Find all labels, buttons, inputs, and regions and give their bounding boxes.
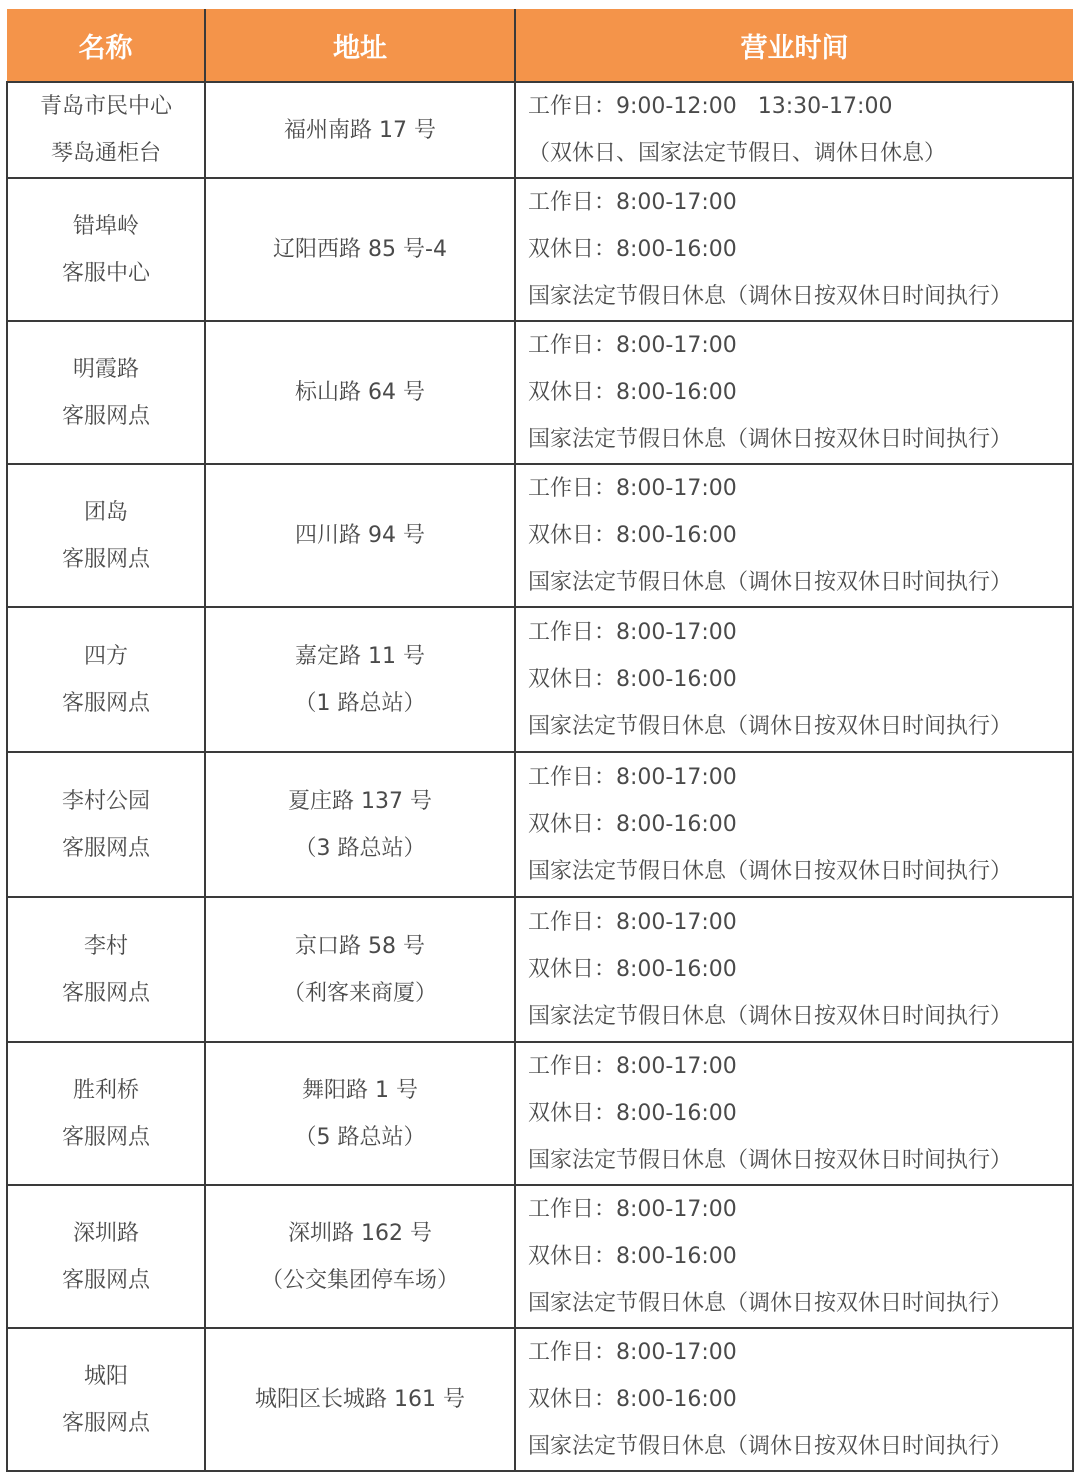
name-cell xyxy=(7,752,205,897)
hours-cell xyxy=(515,464,1073,607)
hours-line: 国家法定节假日休息（调休日按双休日时间执行） xyxy=(528,284,1013,309)
name-line: 胜利桥 xyxy=(72,1077,139,1103)
address-cell xyxy=(205,1042,515,1185)
column-header-hours: 营业时间 xyxy=(515,9,1073,82)
name-cell xyxy=(7,1328,205,1471)
name-line: 四方 xyxy=(83,643,128,669)
address-line: （公交集团停车场） xyxy=(260,1267,459,1293)
hours-line: 工作日：9:00-12:00 13:30-17:00 xyxy=(528,94,893,119)
address-line: 标山路 64 号 xyxy=(295,380,425,405)
name-line: 客服网点 xyxy=(61,835,150,861)
hours-line: 双休日：8:00-16:00 xyxy=(528,1387,737,1412)
address-line: 京口路 58 号 xyxy=(295,933,425,959)
name-cell xyxy=(7,607,205,752)
name-cell xyxy=(7,82,205,178)
hours-line: 工作日：8:00-17:00 xyxy=(528,910,737,935)
name-line: 团岛 xyxy=(83,499,128,525)
address-cell xyxy=(205,897,515,1042)
hours-cell xyxy=(515,1328,1073,1471)
name-line: 客服网点 xyxy=(61,1267,150,1293)
hours-line: 国家法定节假日休息（调休日按双休日时间执行） xyxy=(528,570,1013,595)
address-cell xyxy=(205,1328,515,1471)
name-line: 深圳路 xyxy=(72,1220,139,1246)
hours-line: 工作日：8:00-17:00 xyxy=(528,620,737,645)
hours-line: 双休日：8:00-16:00 xyxy=(528,380,737,405)
service-points-table xyxy=(6,9,1074,1472)
name-line: 李村公园 xyxy=(61,788,150,814)
name-line: 客服网点 xyxy=(61,980,150,1006)
name-line: 客服网点 xyxy=(61,690,150,716)
address-line: 福州南路 17 号 xyxy=(284,117,436,143)
hours-line: 国家法定节假日休息（调休日按双休日时间执行） xyxy=(528,1004,1013,1029)
hours-line: 国家法定节假日休息（调休日按双休日时间执行） xyxy=(528,714,1013,739)
address-cell xyxy=(205,321,515,464)
address-line: （3 路总站） xyxy=(294,835,426,861)
address-line: （利客来商厦） xyxy=(282,980,437,1006)
column-header-name: 名称 xyxy=(7,9,205,82)
table-row xyxy=(7,178,1073,321)
name-line: 客服网点 xyxy=(61,1410,150,1436)
address-line: 四川路 94 号 xyxy=(295,523,425,548)
name-cell xyxy=(7,1185,205,1328)
hours-line: 双休日：8:00-16:00 xyxy=(528,957,737,982)
table-header xyxy=(7,9,1073,82)
hours-line: 双休日：8:00-16:00 xyxy=(528,237,737,262)
hours-line: （双休日、国家法定节假日、调休日休息） xyxy=(528,141,947,166)
table-row xyxy=(7,321,1073,464)
hours-line: 国家法定节假日休息（调休日按双休日时间执行） xyxy=(528,859,1013,884)
hours-line: 工作日：8:00-17:00 xyxy=(528,476,737,501)
name-line: 城阳 xyxy=(83,1363,128,1389)
name-cell xyxy=(7,464,205,607)
address-cell xyxy=(205,464,515,607)
hours-cell xyxy=(515,1185,1073,1328)
address-line: 舞阳路 1 号 xyxy=(302,1077,418,1103)
name-cell xyxy=(7,178,205,321)
table-row xyxy=(7,1042,1073,1185)
address-cell xyxy=(205,82,515,178)
name-line: 琴岛通柜台 xyxy=(50,141,161,166)
address-cell xyxy=(205,607,515,752)
hours-cell xyxy=(515,607,1073,752)
hours-line: 工作日：8:00-17:00 xyxy=(528,1054,737,1079)
table-row xyxy=(7,607,1073,752)
hours-line: 工作日：8:00-17:00 xyxy=(528,333,737,358)
header-row xyxy=(7,9,1073,82)
hours-cell xyxy=(515,1042,1073,1185)
address-line: （1 路总站） xyxy=(294,690,426,716)
address-line: （5 路总站） xyxy=(294,1124,426,1150)
hours-cell xyxy=(515,897,1073,1042)
table-row xyxy=(7,897,1073,1042)
address-cell xyxy=(205,1185,515,1328)
table-body xyxy=(7,82,1073,1471)
name-line: 李村 xyxy=(83,933,128,959)
hours-line: 国家法定节假日休息（调休日按双休日时间执行） xyxy=(528,1148,1013,1173)
hours-line: 双休日：8:00-16:00 xyxy=(528,523,737,548)
hours-line: 双休日：8:00-16:00 xyxy=(528,667,737,692)
hours-cell xyxy=(515,321,1073,464)
table-row xyxy=(7,464,1073,607)
hours-line: 双休日：8:00-16:00 xyxy=(528,812,737,837)
hours-line: 国家法定节假日休息（调休日按双休日时间执行） xyxy=(528,427,1013,452)
hours-cell xyxy=(515,82,1073,178)
name-line: 青岛市民中心 xyxy=(39,94,172,119)
hours-line: 工作日：8:00-17:00 xyxy=(528,765,737,790)
hours-line: 工作日：8:00-17:00 xyxy=(528,1197,737,1222)
table-row xyxy=(7,1185,1073,1328)
table-row xyxy=(7,82,1073,178)
hours-cell xyxy=(515,178,1073,321)
name-cell xyxy=(7,897,205,1042)
name-line: 客服网点 xyxy=(61,403,150,429)
column-header-address: 地址 xyxy=(205,9,515,82)
address-line: 夏庄路 137 号 xyxy=(288,788,432,814)
table-row xyxy=(7,1328,1073,1471)
address-line: 深圳路 162 号 xyxy=(288,1220,432,1246)
name-line: 明霞路 xyxy=(72,356,139,382)
hours-line: 双休日：8:00-16:00 xyxy=(528,1244,737,1269)
hours-cell xyxy=(515,752,1073,897)
name-line: 客服中心 xyxy=(61,260,150,286)
address-cell xyxy=(205,752,515,897)
hours-line: 工作日：8:00-17:00 xyxy=(528,1340,737,1365)
address-cell xyxy=(205,178,515,321)
name-line: 客服网点 xyxy=(61,1124,150,1150)
name-cell xyxy=(7,1042,205,1185)
address-line: 嘉定路 11 号 xyxy=(295,643,425,669)
hours-line: 工作日：8:00-17:00 xyxy=(528,190,737,215)
address-line: 辽阳西路 85 号-4 xyxy=(273,237,447,262)
hours-line: 双休日：8:00-16:00 xyxy=(528,1101,737,1126)
name-cell xyxy=(7,321,205,464)
hours-line: 国家法定节假日休息（调休日按双休日时间执行） xyxy=(528,1291,1013,1316)
table-row xyxy=(7,752,1073,897)
address-line: 城阳区长城路 161 号 xyxy=(255,1387,465,1412)
name-line: 客服网点 xyxy=(61,546,150,572)
name-line: 错埠岭 xyxy=(72,213,139,239)
hours-line: 国家法定节假日休息（调休日按双休日时间执行） xyxy=(528,1434,1013,1459)
